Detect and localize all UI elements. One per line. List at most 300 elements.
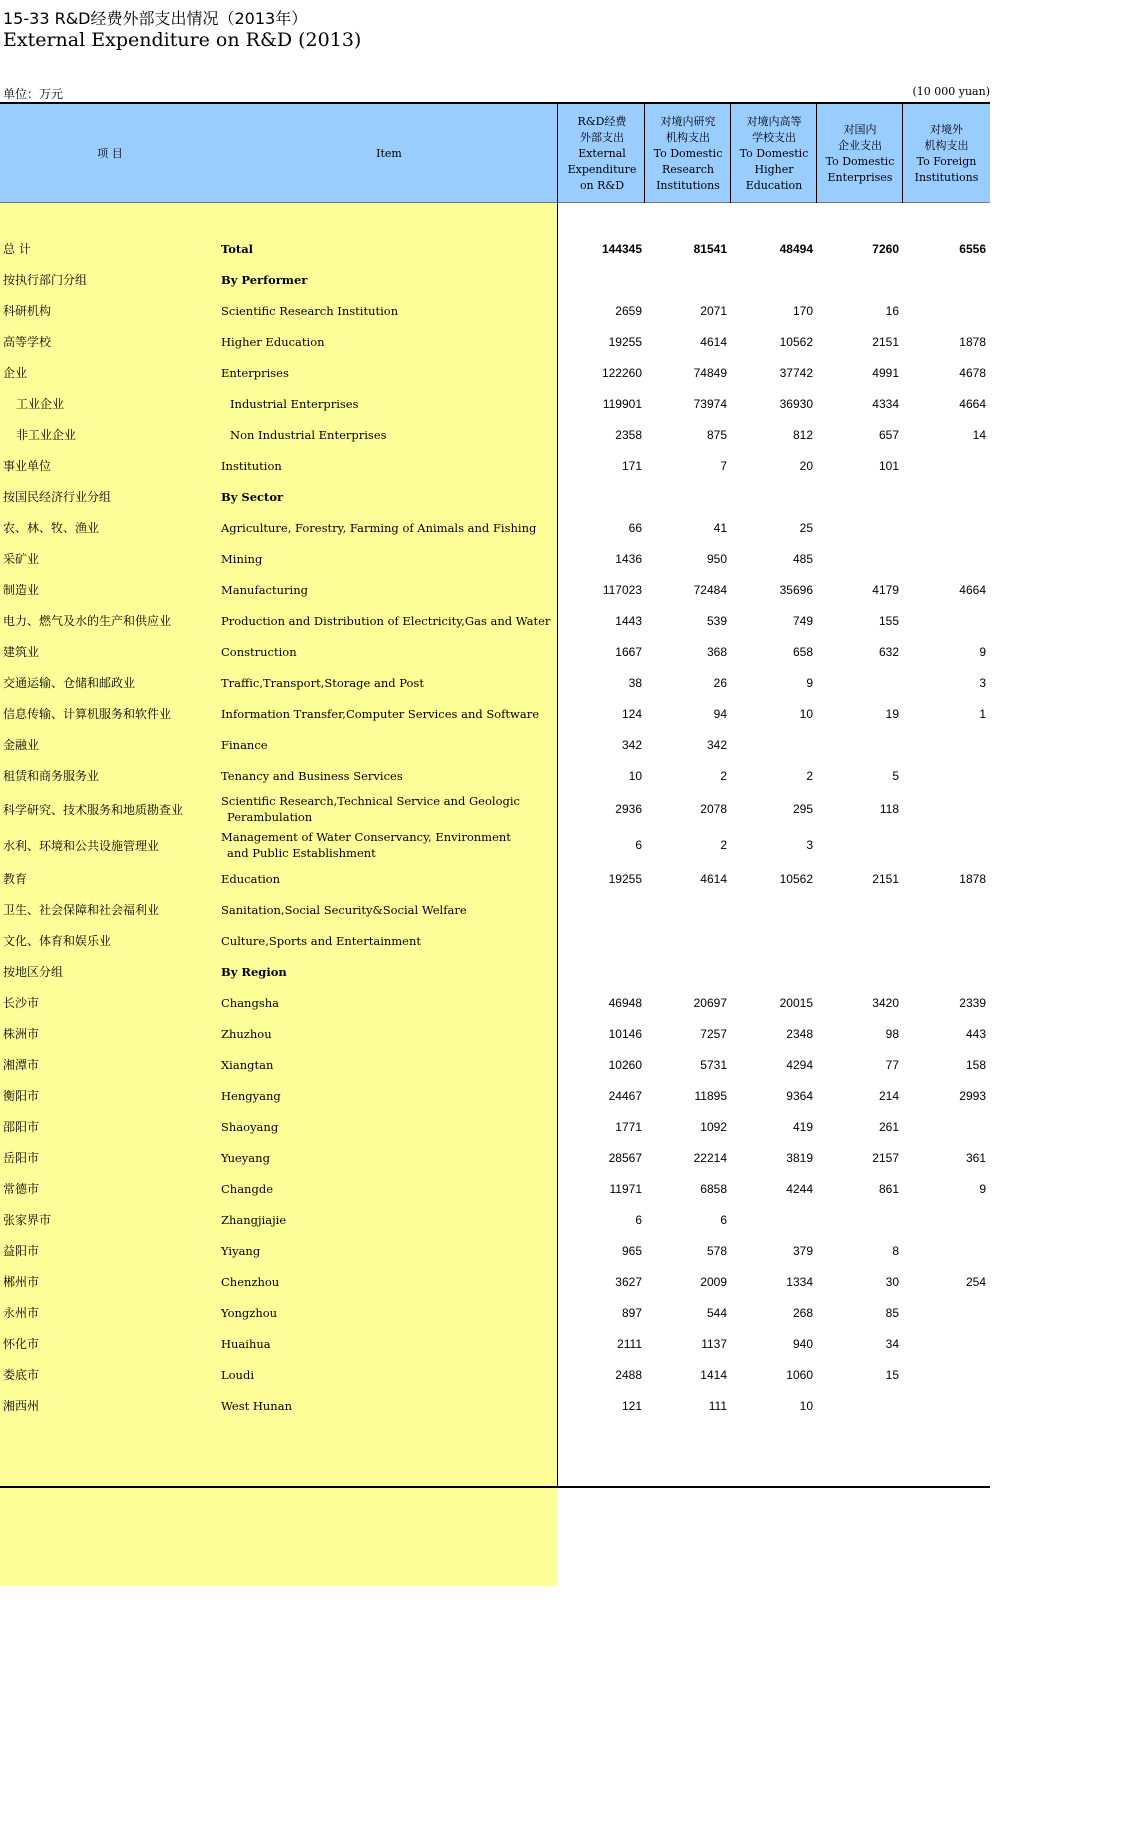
row-label-english bbox=[221, 1328, 551, 1359]
row-label-english bbox=[221, 1297, 551, 1328]
table-row bbox=[0, 388, 990, 419]
value-cell bbox=[818, 1390, 899, 1421]
value-cell: 98 bbox=[885, 1026, 899, 1041]
value-cell: 368 bbox=[706, 644, 727, 659]
value-cell bbox=[560, 264, 642, 295]
value-cell bbox=[904, 925, 986, 956]
value-cell: 443 bbox=[965, 1026, 986, 1041]
row-label-chinese: 湘潭市 bbox=[3, 1058, 40, 1072]
value-cell bbox=[818, 543, 899, 574]
header-external-expenditure bbox=[559, 104, 645, 203]
value-cell: 6 bbox=[720, 1212, 727, 1227]
row-label-english bbox=[221, 233, 551, 264]
value-cell: 9 bbox=[979, 1181, 986, 1196]
table-row bbox=[0, 1297, 990, 1328]
value-cell bbox=[904, 264, 986, 295]
row-label-english-line: Scientific Research,Technical Service and Geologic bbox=[221, 794, 520, 808]
value-cell: 2936 bbox=[615, 802, 642, 816]
value-cell: 35696 bbox=[779, 582, 813, 597]
value-cell: 1771 bbox=[615, 1119, 642, 1134]
value-cell: 10 bbox=[799, 706, 813, 721]
row-label-english-line: Shaoyang bbox=[221, 1119, 279, 1134]
value-cell bbox=[818, 1204, 899, 1235]
value-cell: 11971 bbox=[609, 1181, 642, 1196]
row-label-english-line: Yueyang bbox=[221, 1150, 270, 1165]
value-cell: 2151 bbox=[872, 871, 899, 886]
table-row bbox=[0, 636, 990, 667]
row-label-english-line: Mining bbox=[221, 551, 263, 566]
row-label-english bbox=[221, 667, 551, 698]
header-line: 学校支出 bbox=[751, 130, 796, 144]
row-label-chinese: 信息传输、计算机服务和软件业 bbox=[3, 707, 172, 721]
table-row bbox=[0, 667, 990, 698]
row-label-english-line: Industrial Enterprises bbox=[230, 396, 359, 411]
value-cell bbox=[904, 791, 986, 827]
row-label-english-line: Manufacturing bbox=[221, 582, 308, 597]
table-row bbox=[0, 791, 990, 827]
value-cell: 2009 bbox=[700, 1274, 727, 1289]
table-row bbox=[0, 1390, 990, 1421]
value-cell: 4664 bbox=[959, 582, 986, 597]
row-label-chinese: 水利、环境和公共设施管理业 bbox=[3, 838, 160, 853]
header-line: Institutions bbox=[914, 170, 979, 184]
row-label-english bbox=[221, 894, 551, 925]
value-cell: 121 bbox=[621, 1398, 642, 1413]
header-domestic-enterprises bbox=[817, 104, 903, 203]
value-cell bbox=[560, 481, 642, 512]
value-cell: 658 bbox=[792, 644, 813, 659]
table-row bbox=[0, 1328, 990, 1359]
header-line: 对境内高等 bbox=[746, 114, 802, 128]
table-row bbox=[0, 419, 990, 450]
value-cell: 10146 bbox=[608, 1026, 642, 1041]
value-cell: 117023 bbox=[602, 582, 642, 597]
value-cell: 4678 bbox=[959, 365, 986, 380]
value-cell: 4991 bbox=[872, 365, 899, 380]
row-label-english-line: Huaihua bbox=[221, 1336, 271, 1351]
table-row bbox=[0, 605, 990, 636]
value-cell: 295 bbox=[792, 802, 813, 816]
row-label-english bbox=[221, 1235, 551, 1266]
value-cell: 2659 bbox=[615, 303, 642, 318]
table-row bbox=[0, 1111, 990, 1142]
unit-label-chinese: 单位：万元 bbox=[3, 87, 64, 101]
row-label-english-line: Hengyang bbox=[221, 1088, 281, 1103]
value-cell: 3819 bbox=[786, 1150, 813, 1165]
header-foreign-institutions bbox=[903, 104, 990, 203]
value-cell: 170 bbox=[792, 303, 813, 318]
value-cell: 2488 bbox=[615, 1367, 642, 1382]
row-label-chinese: 科学研究、技术服务和地质勘查业 bbox=[3, 802, 184, 817]
row-label-english bbox=[221, 574, 551, 605]
row-label-chinese: 娄底市 bbox=[3, 1368, 40, 1382]
row-label-chinese: 按国民经济行业分组 bbox=[3, 490, 112, 504]
header-line: Expenditure bbox=[567, 162, 637, 176]
value-cell: 4614 bbox=[700, 334, 727, 349]
value-cell: 48494 bbox=[779, 241, 813, 256]
value-cell: 10260 bbox=[608, 1057, 642, 1072]
row-label-english-line: Production and Distribution of Electricity,Gas and Water bbox=[221, 613, 551, 628]
value-cell: 85 bbox=[885, 1305, 899, 1320]
value-cell: 10562 bbox=[779, 871, 813, 886]
value-cell: 4664 bbox=[959, 396, 986, 411]
row-label-chinese: 建筑业 bbox=[3, 645, 40, 659]
value-cell bbox=[646, 481, 727, 512]
value-cell: 14 bbox=[972, 427, 986, 442]
value-cell: 9364 bbox=[786, 1088, 813, 1103]
value-cell: 965 bbox=[621, 1243, 642, 1258]
value-cell bbox=[904, 1359, 986, 1390]
header-line: Research bbox=[661, 162, 714, 176]
row-label-chinese: 总 计 bbox=[3, 242, 31, 256]
row-label-english-line: Tenancy and Business Services bbox=[221, 768, 403, 783]
value-cell bbox=[646, 956, 727, 987]
row-label-chinese: 文化、体育和娱乐业 bbox=[3, 934, 112, 948]
table-row bbox=[0, 1173, 990, 1204]
row-label-english bbox=[221, 512, 551, 543]
table-row bbox=[0, 357, 990, 388]
value-cell: 20697 bbox=[693, 995, 727, 1010]
header-line: To Domestic bbox=[825, 154, 895, 168]
value-cell: 26 bbox=[713, 675, 727, 690]
value-cell: 36930 bbox=[779, 396, 813, 411]
row-label-english bbox=[221, 1049, 551, 1080]
value-cell: 875 bbox=[706, 427, 727, 442]
table-row bbox=[0, 827, 990, 863]
value-cell: 342 bbox=[706, 737, 727, 752]
value-cell: 41 bbox=[713, 520, 727, 535]
value-cell: 4244 bbox=[786, 1181, 813, 1196]
value-cell: 2111 bbox=[617, 1336, 642, 1351]
table-row bbox=[0, 760, 990, 791]
row-label-english-line: Agriculture, Forestry, Farming of Animals and Fishing bbox=[221, 520, 537, 535]
row-label-english-line: Changde bbox=[221, 1181, 273, 1196]
value-cell: 6 bbox=[635, 838, 642, 852]
row-label-chinese: 怀化市 bbox=[3, 1337, 40, 1351]
value-cell bbox=[818, 956, 899, 987]
value-cell: 7 bbox=[720, 458, 727, 473]
value-cell bbox=[818, 481, 899, 512]
row-label-english-line: Construction bbox=[221, 644, 297, 659]
header-domestic-research-institutions bbox=[645, 104, 731, 203]
value-cell: 3 bbox=[806, 838, 813, 852]
table-row bbox=[0, 326, 990, 357]
value-cell bbox=[818, 894, 899, 925]
value-cell: 1878 bbox=[959, 334, 986, 349]
row-label-english bbox=[221, 543, 551, 574]
value-cell: 77 bbox=[885, 1057, 899, 1072]
value-cell: 657 bbox=[878, 427, 899, 442]
table-row bbox=[0, 698, 990, 729]
table-row bbox=[0, 1266, 990, 1297]
value-cell bbox=[646, 894, 727, 925]
value-cell bbox=[818, 264, 899, 295]
value-cell: 6556 bbox=[959, 241, 986, 256]
value-cell: 19 bbox=[885, 706, 899, 721]
value-cell bbox=[732, 729, 813, 760]
unit-label-english: (10 000 yuan) bbox=[912, 85, 990, 98]
value-cell: 6 bbox=[635, 1212, 642, 1227]
row-label-english-line: Zhangjiajie bbox=[221, 1212, 287, 1227]
value-cell bbox=[904, 729, 986, 760]
row-label-english-line: Changsha bbox=[221, 995, 279, 1010]
header-line: Education bbox=[745, 178, 803, 192]
row-label-chinese: 教育 bbox=[3, 872, 28, 886]
value-cell bbox=[732, 925, 813, 956]
value-cell bbox=[646, 264, 727, 295]
row-label-english bbox=[221, 1173, 551, 1204]
row-label-chinese: 租赁和商务服务业 bbox=[3, 769, 100, 783]
row-label-english bbox=[221, 605, 551, 636]
value-cell: 5731 bbox=[700, 1057, 727, 1072]
value-cell bbox=[904, 1297, 986, 1328]
header-line: 机构支出 bbox=[924, 138, 969, 152]
row-label-english-line: West Hunan bbox=[221, 1398, 292, 1413]
value-cell: 261 bbox=[878, 1119, 899, 1134]
row-label-english bbox=[221, 1111, 551, 1142]
header-line: 对国内 bbox=[843, 122, 877, 136]
value-cell: 73974 bbox=[693, 396, 727, 411]
header-line: 外部支出 bbox=[579, 130, 624, 144]
row-label-chinese: 金融业 bbox=[3, 738, 40, 752]
value-cell: 214 bbox=[878, 1088, 899, 1103]
header-domestic-higher-education bbox=[731, 104, 817, 203]
value-cell: 16 bbox=[885, 303, 899, 318]
row-label-chinese: 邵阳市 bbox=[3, 1120, 40, 1134]
header-line: 对境内研究 bbox=[660, 114, 716, 128]
row-label-english bbox=[221, 1018, 551, 1049]
row-label-chinese: 按地区分组 bbox=[3, 965, 64, 979]
column-divider bbox=[644, 104, 645, 203]
row-label-english-line: Yiyang bbox=[221, 1243, 261, 1258]
row-label-english bbox=[221, 295, 551, 326]
row-label-english bbox=[221, 1080, 551, 1111]
value-cell: 1334 bbox=[786, 1274, 813, 1289]
value-cell: 2339 bbox=[959, 995, 986, 1010]
value-cell: 2151 bbox=[872, 334, 899, 349]
value-cell: 2358 bbox=[615, 427, 642, 442]
value-cell: 3420 bbox=[872, 995, 899, 1010]
value-cell bbox=[904, 894, 986, 925]
value-cell: 3627 bbox=[615, 1274, 642, 1289]
value-cell: 2078 bbox=[700, 802, 727, 816]
row-label-chinese: 株洲市 bbox=[3, 1027, 40, 1041]
row-label-chinese: 郴州市 bbox=[3, 1275, 40, 1289]
value-cell bbox=[904, 956, 986, 987]
row-label-chinese: 永州市 bbox=[3, 1306, 40, 1320]
value-cell: 1092 bbox=[700, 1119, 727, 1134]
value-cell: 2993 bbox=[959, 1088, 986, 1103]
value-cell: 46948 bbox=[608, 995, 642, 1010]
header-item-english: Item bbox=[376, 146, 402, 160]
value-cell: 37742 bbox=[779, 365, 813, 380]
row-label-chinese: 高等学校 bbox=[3, 335, 52, 349]
row-label-english bbox=[221, 481, 551, 512]
row-label-english-line: Scientific Research Institution bbox=[221, 303, 399, 318]
row-label-english-line: Xiangtan bbox=[221, 1057, 274, 1072]
row-label-chinese: 长沙市 bbox=[3, 996, 40, 1010]
value-cell: 897 bbox=[621, 1305, 642, 1320]
table-row bbox=[0, 233, 990, 264]
value-cell: 539 bbox=[706, 613, 727, 628]
value-cell bbox=[818, 827, 899, 863]
header-line: External bbox=[578, 146, 626, 160]
row-label-english bbox=[221, 987, 551, 1018]
value-cell: 155 bbox=[878, 613, 899, 628]
table-row bbox=[0, 1018, 990, 1049]
row-label-english bbox=[221, 760, 551, 791]
row-label-english bbox=[221, 827, 551, 863]
value-cell: 940 bbox=[792, 1336, 813, 1351]
table-row bbox=[0, 1142, 990, 1173]
row-label-english-line: Traffic,Transport,Storage and Post bbox=[221, 675, 424, 690]
value-cell: 812 bbox=[792, 427, 813, 442]
value-cell bbox=[732, 956, 813, 987]
value-cell: 1667 bbox=[615, 644, 642, 659]
row-label-english bbox=[221, 1390, 551, 1421]
value-cell: 24467 bbox=[608, 1088, 642, 1103]
row-label-chinese: 岳阳市 bbox=[3, 1151, 40, 1165]
row-label-chinese: 益阳市 bbox=[3, 1244, 40, 1258]
column-divider bbox=[902, 104, 903, 203]
row-label-english-line: Institution bbox=[221, 458, 282, 473]
row-label-english-line: By Sector bbox=[221, 489, 284, 504]
value-cell: 122260 bbox=[601, 365, 642, 380]
value-cell: 578 bbox=[706, 1243, 727, 1258]
row-label-english bbox=[221, 450, 551, 481]
row-label-chinese: 事业单位 bbox=[3, 459, 52, 473]
value-cell: 632 bbox=[878, 644, 899, 659]
value-cell: 379 bbox=[792, 1243, 813, 1258]
value-cell: 4179 bbox=[872, 582, 899, 597]
value-cell bbox=[904, 295, 986, 326]
value-cell bbox=[904, 450, 986, 481]
table-row bbox=[0, 1235, 990, 1266]
row-label-english bbox=[221, 729, 551, 760]
value-cell: 950 bbox=[706, 551, 727, 566]
column-divider bbox=[730, 104, 731, 203]
table-row bbox=[0, 729, 990, 760]
row-label-english-line: Non Industrial Enterprises bbox=[230, 427, 387, 442]
value-cell: 38 bbox=[628, 675, 642, 690]
table-row bbox=[0, 956, 990, 987]
table-row bbox=[0, 512, 990, 543]
value-cell: 861 bbox=[878, 1181, 899, 1196]
value-cell: 20015 bbox=[779, 995, 813, 1010]
row-label-english-line: Enterprises bbox=[221, 365, 289, 380]
value-cell bbox=[904, 605, 986, 636]
table-row bbox=[0, 450, 990, 481]
value-cell: 66 bbox=[628, 520, 642, 535]
header-line: Higher bbox=[754, 162, 794, 176]
row-label-english bbox=[221, 1142, 551, 1173]
value-cell bbox=[904, 1111, 986, 1142]
value-cell: 34 bbox=[885, 1336, 899, 1351]
value-cell: 4334 bbox=[872, 396, 899, 411]
row-label-english-line: Management of Water Conservancy, Environment bbox=[221, 830, 511, 844]
row-label-chinese: 张家界市 bbox=[3, 1213, 52, 1227]
header-line: 机构支出 bbox=[665, 130, 710, 144]
value-cell: 1878 bbox=[959, 871, 986, 886]
header-line: 对境外 bbox=[930, 122, 963, 136]
value-cell: 15 bbox=[885, 1367, 899, 1382]
value-cell: 28567 bbox=[608, 1150, 642, 1165]
value-cell: 144345 bbox=[601, 241, 642, 256]
value-cell: 10 bbox=[628, 768, 642, 783]
table-row bbox=[0, 481, 990, 512]
value-cell bbox=[904, 1390, 986, 1421]
value-cell: 2 bbox=[720, 838, 727, 852]
value-cell: 171 bbox=[621, 458, 642, 473]
value-cell: 749 bbox=[792, 613, 813, 628]
row-label-english-line: Information Transfer,Computer Services and Software bbox=[221, 706, 540, 721]
row-label-english bbox=[221, 357, 551, 388]
value-cell bbox=[904, 512, 986, 543]
value-cell: 9 bbox=[806, 675, 813, 690]
row-label-chinese: 农、林、牧、渔业 bbox=[3, 521, 100, 535]
header-line: on R&D bbox=[579, 178, 625, 192]
header-line: To Foreign bbox=[916, 154, 977, 168]
row-label-english-line: Yongzhou bbox=[221, 1305, 278, 1320]
value-cell: 342 bbox=[621, 737, 642, 752]
value-cell bbox=[904, 827, 986, 863]
value-cell: 5 bbox=[892, 768, 899, 783]
header-line: To Domestic bbox=[739, 146, 809, 160]
row-label-chinese: 科研机构 bbox=[3, 304, 52, 318]
row-label-english-line: Chenzhou bbox=[221, 1274, 280, 1289]
row-label-english bbox=[221, 326, 551, 357]
row-label-english bbox=[221, 264, 551, 295]
value-cell: 11895 bbox=[694, 1088, 727, 1103]
value-cell: 10562 bbox=[779, 334, 813, 349]
value-cell: 8 bbox=[892, 1243, 899, 1258]
value-cell: 268 bbox=[792, 1305, 813, 1320]
value-cell: 9 bbox=[979, 644, 986, 659]
table-bottom-rule bbox=[0, 1486, 990, 1488]
row-label-english-line: Higher Education bbox=[221, 334, 325, 349]
row-label-chinese: 常德市 bbox=[3, 1182, 40, 1196]
value-cell: 1 bbox=[979, 706, 986, 721]
row-label-chinese: 非工业企业 bbox=[16, 428, 77, 442]
value-cell: 111 bbox=[708, 1398, 727, 1413]
row-label-chinese: 湘西州 bbox=[3, 1399, 40, 1413]
value-cell bbox=[818, 925, 899, 956]
row-label-chinese: 工业企业 bbox=[16, 397, 65, 411]
row-label-english-line: Zhuzhou bbox=[221, 1026, 272, 1041]
value-cell bbox=[904, 1328, 986, 1359]
value-cell bbox=[904, 481, 986, 512]
value-cell: 4614 bbox=[700, 871, 727, 886]
value-cell: 7257 bbox=[700, 1026, 727, 1041]
row-label-english-line: Finance bbox=[221, 737, 268, 752]
value-cell: 1060 bbox=[786, 1367, 813, 1382]
value-cell: 1443 bbox=[615, 613, 642, 628]
value-cell bbox=[560, 925, 642, 956]
value-cell: 94 bbox=[713, 706, 727, 721]
value-cell: 10 bbox=[799, 1398, 813, 1413]
header-item-chinese: 项 目 bbox=[97, 146, 123, 160]
value-cell bbox=[732, 1204, 813, 1235]
table-row bbox=[0, 1204, 990, 1235]
column-divider bbox=[816, 104, 817, 203]
row-label-english bbox=[221, 1266, 551, 1297]
value-cell bbox=[646, 925, 727, 956]
value-cell: 254 bbox=[965, 1274, 986, 1289]
value-cell bbox=[732, 894, 813, 925]
value-cell: 25 bbox=[799, 520, 813, 535]
value-cell: 2 bbox=[806, 768, 813, 783]
value-cell: 19255 bbox=[608, 334, 642, 349]
